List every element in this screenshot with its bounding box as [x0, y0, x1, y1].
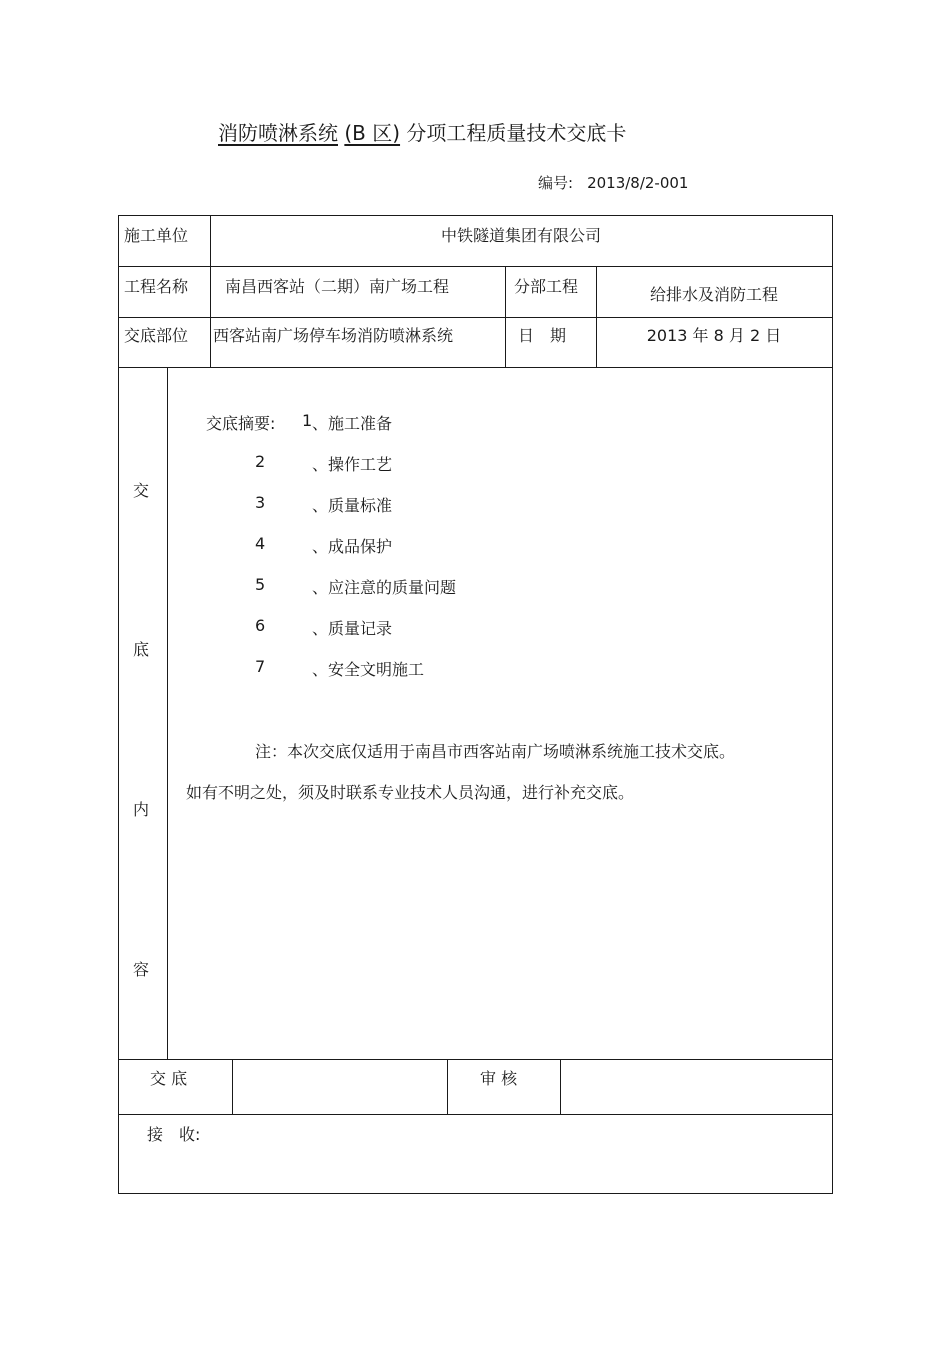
table-line	[447, 1059, 448, 1114]
label-handover-location: 交底部位	[124, 326, 189, 345]
label-construction-unit: 施工单位	[124, 226, 189, 245]
summary-label: 交底摘要:	[206, 414, 276, 433]
list-item-number: 2	[255, 452, 266, 471]
list-item-text: 、安全文明施工	[312, 660, 425, 679]
list-item-text: 、应注意的质量问题	[312, 578, 457, 597]
doc-number-label: 编号:	[538, 174, 574, 192]
list-item-number: 5	[255, 575, 266, 594]
table-line	[118, 215, 833, 216]
table-line	[118, 266, 833, 267]
list-item-text: 、质量标准	[312, 496, 393, 515]
value-project-name: 南昌西客站（二期）南广场工程	[225, 277, 450, 296]
list-item-text: 、施工准备	[312, 414, 393, 433]
list-item-number: 6	[255, 616, 266, 635]
label-received-by: 接 收:	[147, 1125, 201, 1144]
value-sub-project: 给排水及消防工程	[649, 285, 778, 304]
side-label-char: 容	[133, 960, 150, 979]
side-label-char: 交	[133, 481, 150, 500]
side-label-char: 底	[133, 640, 150, 659]
value-date: 2013 年 8 月 2 日	[646, 326, 782, 345]
reviewer-signature-field[interactable]	[561, 1060, 832, 1114]
note-line: 注：本次交底仅适用于南昌市西客站南广场喷淋系统施工技术交底。	[255, 742, 736, 761]
label-project-name: 工程名称	[124, 277, 189, 296]
list-item-text: 、成品保护	[312, 537, 393, 556]
list-item-number: 3	[255, 493, 266, 512]
side-label-char: 内	[133, 800, 150, 819]
table-line	[832, 215, 833, 1194]
label-handover-by: 交 底	[150, 1069, 188, 1088]
list-item-number: 7	[255, 657, 266, 676]
document-number	[538, 172, 688, 193]
table-line	[118, 367, 833, 368]
table-line	[118, 317, 833, 318]
value-construction-unit: 中铁隧道集团有限公司	[440, 226, 601, 245]
table-line	[118, 1193, 833, 1194]
document-title	[218, 117, 626, 146]
title-suffix: 分项工程质量技术交底卡	[406, 121, 627, 145]
title-prefix: 消防喷淋系统	[218, 121, 338, 145]
list-item-number: 4	[255, 534, 266, 553]
table-line	[167, 367, 168, 1059]
label-reviewer: 审 核	[480, 1069, 518, 1088]
label-date: 日 期	[518, 326, 567, 345]
list-item-text: 、操作工艺	[312, 455, 393, 474]
table-line	[118, 215, 119, 1194]
list-item-number: 1	[302, 411, 313, 430]
received-signature-field[interactable]	[215, 1115, 832, 1193]
table-line	[505, 266, 506, 367]
note-line: 如有不明之处，须及时联系专业技术人员沟通，进行补充交底。	[186, 783, 635, 802]
value-handover-location: 西客站南广场停车场消防喷淋系统	[213, 326, 454, 345]
list-item-text: 、质量记录	[312, 619, 393, 638]
label-sub-project: 分部工程	[514, 277, 579, 296]
doc-number-value: 2013/8/2-001	[587, 174, 689, 192]
title-zone: (B 区)	[344, 121, 401, 145]
handover-signature-field[interactable]	[233, 1060, 447, 1114]
